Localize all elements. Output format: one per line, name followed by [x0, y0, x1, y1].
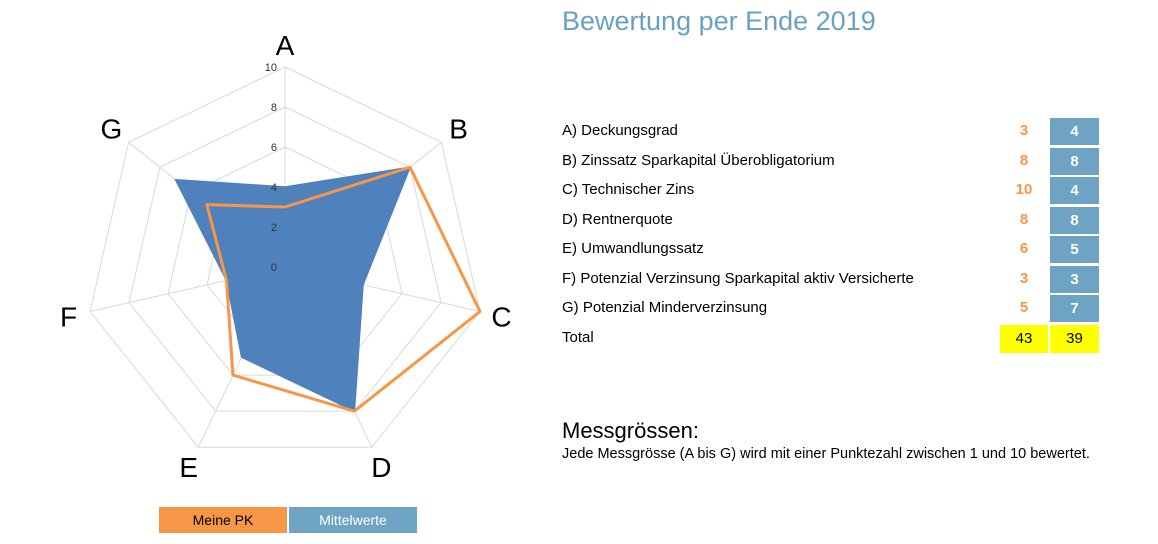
row-label: B) Zinssatz Sparkapital Überobligatorium: [562, 151, 835, 169]
row-avg-score: 7: [1050, 295, 1099, 322]
row-mine-score: 3: [1019, 269, 1029, 287]
row-avg-score: 8: [1050, 207, 1099, 234]
tick-label: 8: [270, 102, 277, 114]
row-label: F) Potenzial Verzinsung Sparkapital aktiv Versicherte: [562, 269, 914, 287]
table-row: [562, 118, 1102, 148]
category-label: E: [179, 452, 199, 484]
page-title: Bewertung per Ende 2019: [562, 6, 876, 36]
tick-label: 10: [264, 62, 277, 74]
table-row: [562, 266, 1102, 296]
category-label: A: [275, 30, 295, 61]
table-row: [562, 177, 1102, 207]
row-avg-score: 8: [1050, 148, 1099, 175]
row-mine-score: 3: [1019, 122, 1029, 139]
total-mine: 43: [1000, 325, 1048, 353]
radar-chart: [0, 0, 560, 544]
row-mine-score: 8: [1019, 210, 1029, 228]
row-label: C) Technischer Zins: [562, 181, 695, 198]
tick-label: 2: [270, 222, 277, 234]
tick-label: 0: [270, 262, 277, 274]
category-label: C: [491, 301, 512, 333]
table-row: [562, 207, 1102, 237]
row-avg-score: 4: [1050, 177, 1099, 204]
row-avg-score: 5: [1050, 236, 1099, 263]
category-label: G: [100, 113, 123, 145]
row-avg-score: 3: [1050, 266, 1099, 293]
table-row: [562, 236, 1102, 266]
category-label: B: [449, 113, 468, 145]
total-row: [562, 325, 1102, 355]
table-row: [562, 148, 1102, 178]
legend-meine-pk: Meine PK: [159, 507, 287, 533]
messgroessen-heading: Messgrössen:: [562, 418, 699, 443]
category-label: F: [60, 301, 78, 333]
row-label: G) Potenzial Minderverzinsung: [562, 299, 768, 316]
score-table: [562, 118, 1102, 354]
row-mine-score: 5: [1019, 299, 1029, 316]
chart-legend: [159, 507, 417, 533]
row-label: E) Umwandlungssatz: [562, 240, 704, 257]
row-avg-score: 4: [1050, 118, 1099, 145]
messgroessen-text: Jede Messgrösse (A bis G) wird mit einer Punktezahl zwischen 1 und 10 bewertet.: [562, 446, 1090, 462]
row-mine-score: 10: [1015, 181, 1033, 198]
tick-label: 6: [270, 142, 277, 154]
total-avg: 39: [1050, 325, 1099, 353]
table-row: [562, 295, 1102, 325]
legend-mittelwerte: Mittelwerte: [289, 507, 417, 533]
row-label: D) Rentnerquote: [562, 210, 673, 228]
row-mine-score: 6: [1019, 240, 1029, 257]
row-mine-score: 8: [1019, 151, 1029, 169]
total-label: Total: [562, 328, 594, 346]
tick-label: 4: [270, 182, 277, 194]
category-label: D: [371, 452, 392, 484]
row-label: A) Deckungsgrad: [562, 122, 678, 139]
